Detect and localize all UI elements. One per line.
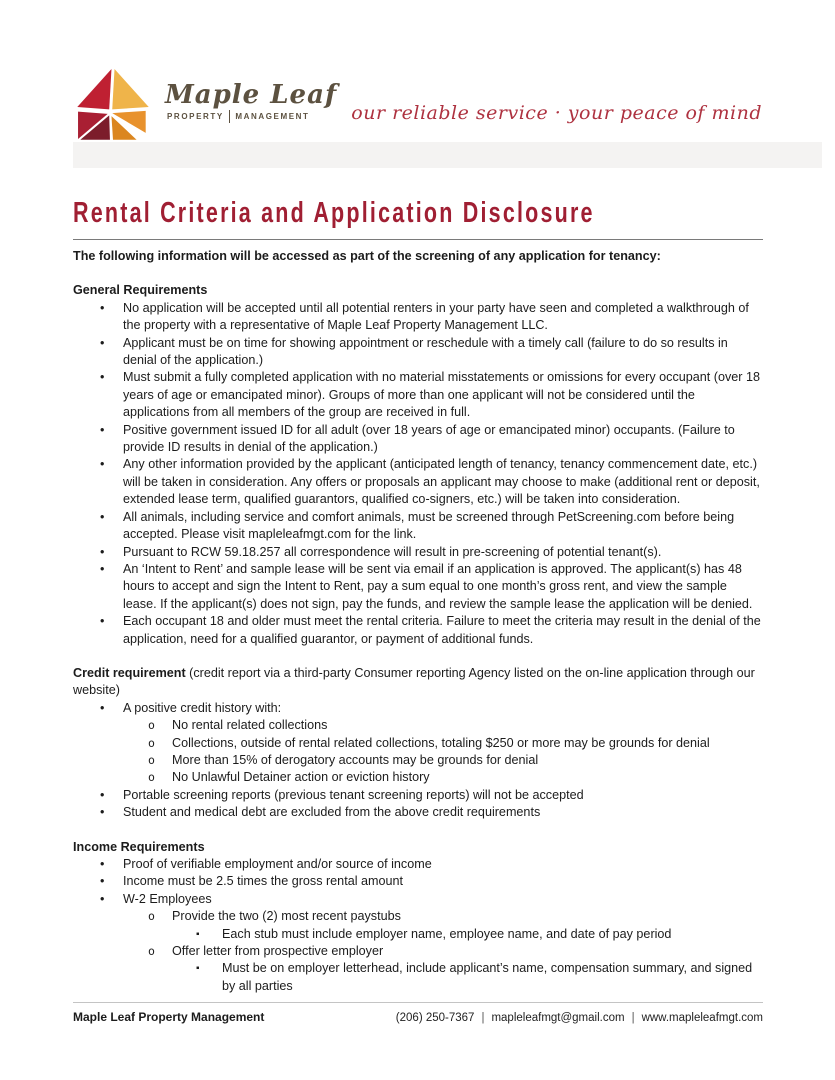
brand-sub-left: PROPERTY xyxy=(167,112,224,121)
bullet-marker: • xyxy=(100,614,105,629)
footer-website: www.mapleleafmgt.com xyxy=(641,1012,763,1024)
bullet-marker: • xyxy=(100,700,105,715)
bullet-item xyxy=(73,804,763,821)
section-general-requirements xyxy=(73,282,763,648)
document-sections xyxy=(73,282,763,995)
bullet-item xyxy=(73,752,763,769)
brand-name: Maple Leaf xyxy=(165,80,338,110)
bullet-marker: • xyxy=(100,544,105,559)
footer-separator: | xyxy=(631,1012,635,1024)
bullet-text: Each stub must include employer name, employee name, and date of pay period xyxy=(222,926,672,941)
bullet-text: No Unlawful Detainer action or eviction history xyxy=(172,770,430,785)
section-heading: General Requirements xyxy=(73,283,208,298)
footer xyxy=(73,1002,763,1024)
bullet-marker: o xyxy=(148,752,155,767)
bullet-text: Applicant must be on time for showing appointment or reschedule with a timely call (failure to do so results in denial of the application.) xyxy=(123,335,728,368)
bullet-item xyxy=(73,926,763,943)
footer-company: Maple Leaf Property Management xyxy=(73,1010,265,1024)
bullet-item xyxy=(73,509,763,544)
bullet-item xyxy=(73,908,763,925)
bullet-marker: • xyxy=(100,300,105,315)
house-triangles-icon xyxy=(75,66,151,142)
brand-tagline: our reliable service · your peace of mind xyxy=(351,102,762,124)
bullet-item xyxy=(73,300,763,335)
page-title: Rental Criteria and Application Disclosure xyxy=(73,197,595,229)
bullet-text: Offer letter from prospective employer xyxy=(172,944,384,959)
bullet-item xyxy=(73,422,763,457)
bullet-text: Must be on employer letterhead, include applicant’s name, compensation summary, and signed by all parties xyxy=(222,961,753,993)
bullet-marker: • xyxy=(100,891,105,906)
section-credit-requirement xyxy=(73,665,763,822)
footer-email: mapleleafmgt@gmail.com xyxy=(491,1012,625,1024)
bullet-text: No application will be accepted until all potential renters in your party have seen and completed a walkthrough of the property with a representative of Maple Leaf Property Management LLC. xyxy=(123,300,749,333)
brand-divider xyxy=(229,110,231,123)
bullet-marker: ▪ xyxy=(196,963,200,975)
title-rule xyxy=(73,239,763,240)
bullet-marker: • xyxy=(100,857,105,871)
bullet-text: Proof of verifiable employment and/or source of income xyxy=(123,857,432,871)
brand-subtitle xyxy=(167,110,337,123)
brand-wordmark xyxy=(165,82,337,123)
bullet-item xyxy=(73,787,763,804)
bullet-marker: • xyxy=(100,457,105,472)
bullet-item xyxy=(73,369,763,421)
bullet-item xyxy=(73,335,763,370)
bullet-marker: ▪ xyxy=(196,928,200,940)
bullet-text: An ‘Intent to Rent’ and sample lease will be sent via email if an application is approved. The applicant(s) has 48 hours to accept and sign the Intent to Rent, pay a sum equal to one month’s gross rent, and view the sample lease. If the applicant(s) does not sign, pay the funds, and review the sample lease the application will be denied. xyxy=(123,561,753,611)
bullet-marker: • xyxy=(100,370,105,385)
bullet-text: Collections, outside of rental related collections, totaling $250 or more may be grounds for denial xyxy=(172,735,710,750)
bullet-item xyxy=(73,456,763,508)
bullet-marker: • xyxy=(100,422,105,437)
document-body xyxy=(73,248,763,995)
bullet-text: Income must be 2.5 times the gross rental amount xyxy=(123,874,403,889)
bullet-item xyxy=(73,561,763,613)
bullet-text: Positive government issued ID for all adult (over 18 years of age or emancipated minor) occupants. (Failure to provide ID results in denial of the application.) xyxy=(123,422,735,455)
bullet-text: Any other information provided by the applicant (anticipated length of tenancy, tenancy commencement date, etc.) will be taken in consideration. Any offers or proposals an applicant may choose to make (additional rent or deposit, extended lease term, qualified guarantors, qualified co-signers, etc.) will be taken into consideration. xyxy=(123,457,760,507)
bullet-text: Provide the two (2) most recent paystubs xyxy=(172,909,401,924)
bullet-marker: • xyxy=(100,335,105,350)
header-band xyxy=(73,142,822,168)
bullet-item xyxy=(73,943,763,960)
bullet-marker: • xyxy=(100,509,105,524)
bullet-marker: o xyxy=(148,770,155,785)
bullet-marker: o xyxy=(148,718,155,733)
bullet-item xyxy=(73,891,763,908)
section-heading: Credit requirement (credit report via a third-party Consumer reporting Agency listed on the on-line application through our website) xyxy=(73,665,755,698)
bullet-text: Pursuant to RCW 59.18.257 all correspondence will result in pre-screening of potential tenant(s). xyxy=(123,544,662,559)
bullet-text: W-2 Employees xyxy=(123,891,212,906)
brand-sub-right: MANAGEMENT xyxy=(235,112,310,121)
bullet-marker: o xyxy=(148,735,155,750)
bullet-text: Each occupant 18 and older must meet the rental criteria. Failure to meet the criteria may result in the denial of the application, need for a qualified guarantor, or payment of additional funds. xyxy=(123,614,761,646)
intro-line: The following information will be accessed as part of the screening of any application for tenancy: xyxy=(73,249,661,263)
bullet-marker: o xyxy=(148,909,155,924)
bullet-text: More than 15% of derogatory accounts may be grounds for denial xyxy=(172,752,539,767)
maple-leaf-logo xyxy=(75,66,337,142)
footer-phone: (206) 250-7367 xyxy=(395,1012,475,1024)
bullet-item xyxy=(73,613,763,648)
bullet-text: Must submit a fully completed application with no material misstatements or omissions for every occupant (over 18 years of age or emancipated minor). Groups of more than one applicant will not be considered until the applications from all members of the group are received in full. xyxy=(123,370,760,420)
bullet-item xyxy=(73,856,763,873)
section-heading: Income Requirements xyxy=(73,839,205,854)
letterhead xyxy=(0,0,835,175)
bullet-marker: • xyxy=(100,874,105,889)
bullet-item xyxy=(73,700,763,717)
bullet-item xyxy=(73,735,763,752)
section-income-requirements xyxy=(73,839,763,996)
bullet-marker: • xyxy=(100,561,105,576)
bullet-item xyxy=(73,960,763,995)
bullet-marker: • xyxy=(100,805,105,820)
bullet-text: All animals, including service and comfort animals, must be screened through PetScreening.com before being accepted. Please visit mapleleafmgt.com for the link. xyxy=(123,509,735,542)
bullet-marker: o xyxy=(148,944,155,959)
footer-separator: | xyxy=(481,1012,485,1024)
footer-contact xyxy=(396,1012,763,1024)
bullet-item xyxy=(73,769,763,786)
bullet-item xyxy=(73,544,763,561)
bullet-marker: • xyxy=(100,787,105,802)
bullet-item xyxy=(73,717,763,734)
bullet-text: No rental related collections xyxy=(172,718,328,733)
bullet-item xyxy=(73,873,763,890)
bullet-text: A positive credit history with: xyxy=(123,700,282,715)
bullet-text: Student and medical debt are excluded from the above credit requirements xyxy=(123,805,541,820)
bullet-text: Portable screening reports (previous tenant screening reports) will not be accepted xyxy=(123,787,584,802)
